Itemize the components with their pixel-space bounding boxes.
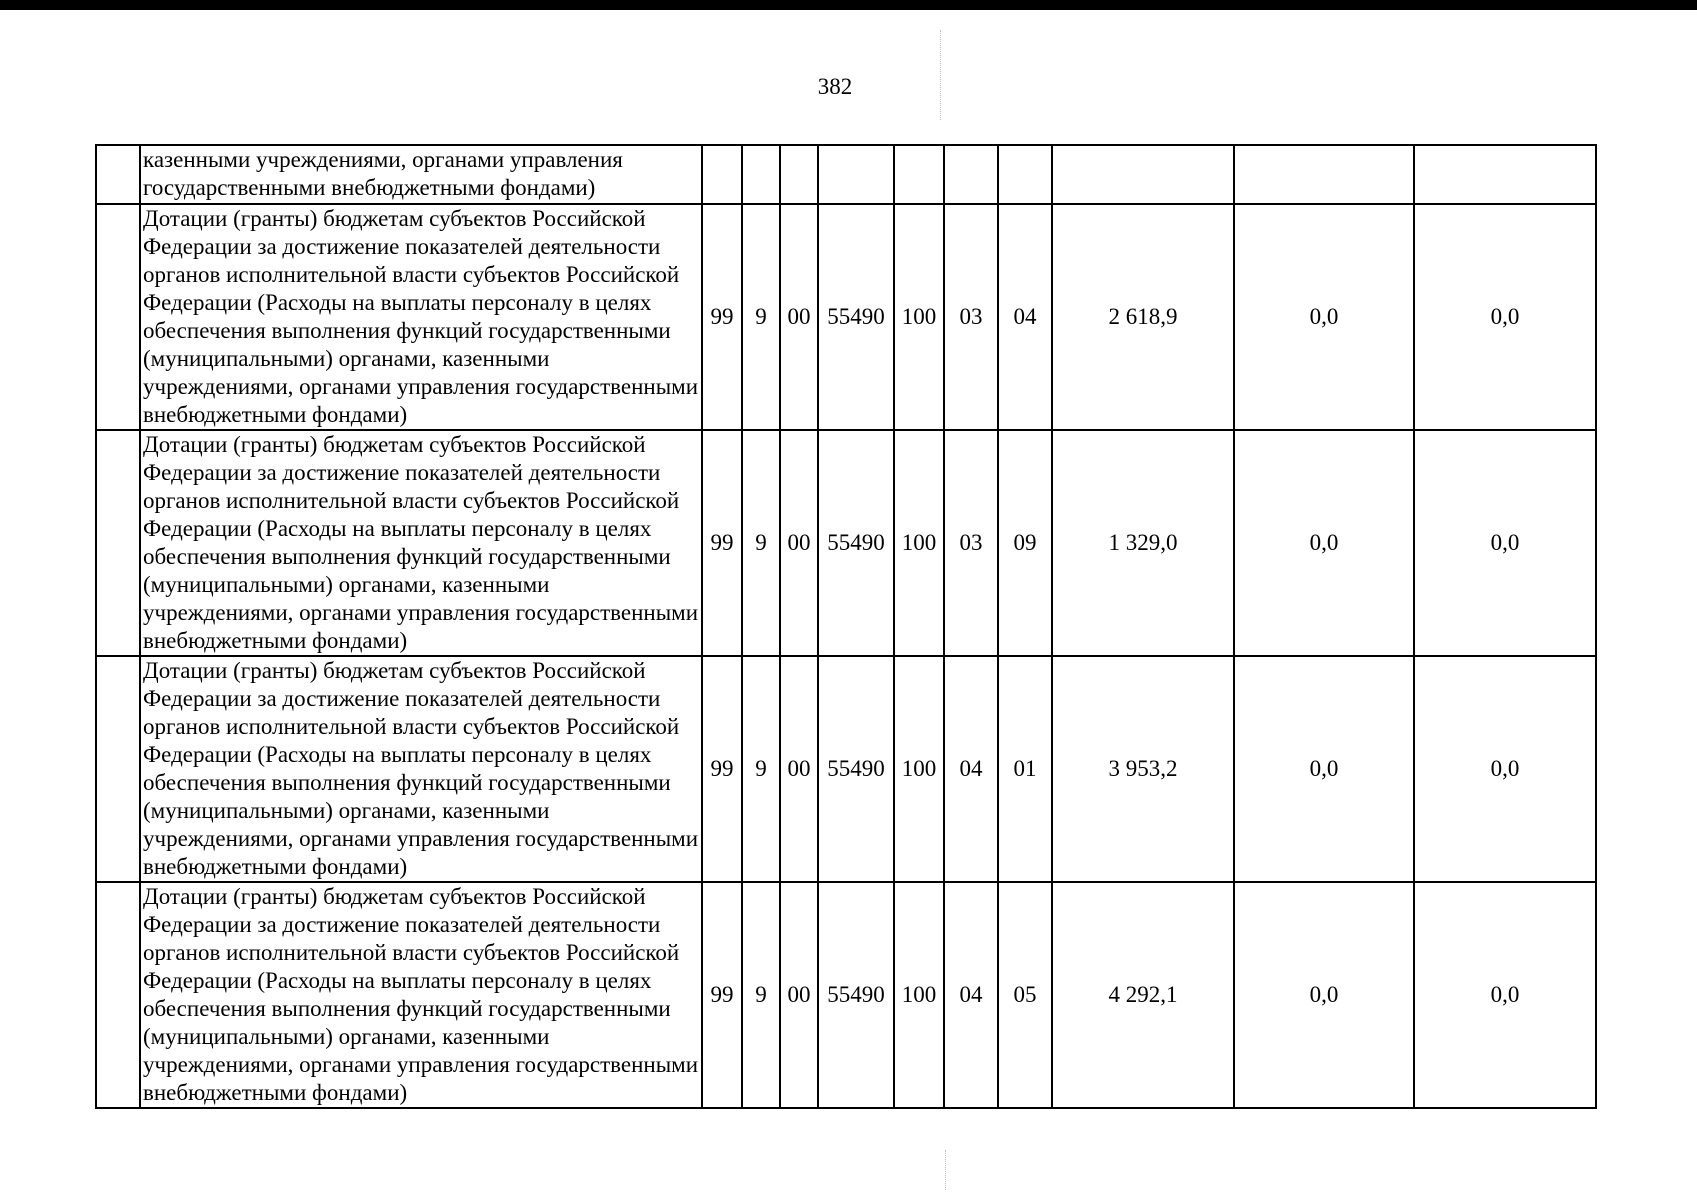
scan-top-border (0, 0, 1697, 10)
expense-type-cell: 100 (894, 882, 944, 1108)
row-number-cell (96, 430, 140, 656)
amount-year3-cell: 0,0 (1414, 882, 1596, 1108)
expense-type-cell: 100 (894, 204, 944, 430)
section-cell: 03 (944, 430, 998, 656)
amount-year2-cell (1234, 145, 1414, 204)
scan-fold-mark-bottom (945, 1150, 946, 1190)
page-number: 382 (817, 74, 853, 99)
row-description: Дотации (гранты) бюджетам субъектов Российской Федерации за достижение показателей деятельности органов исполнительной власти субъектов Российской Федерации (Расходы на выплаты персоналу в целях обеспечения выполнения функций государственными (муниципальными) органами, казенными учреждениями, органами управления государственными внебюджетными фондами) (140, 204, 702, 430)
group-cell (780, 145, 818, 204)
row-description: Дотации (гранты) бюджетам субъектов Российской Федерации за достижение показателей деятельности органов исполнительной власти субъектов Российской Федерации (Расходы на выплаты персоналу в целях обеспечения выполнения функций государственными (муниципальными) органами, казенными учреждениями, органами управления государственными внебюджетными фондами) (140, 882, 702, 1108)
subprogram-cell: 9 (742, 430, 780, 656)
table-row (96, 430, 1596, 656)
code-cell: 55490 (818, 656, 894, 882)
group-cell: 00 (780, 430, 818, 656)
expense-type-cell: 100 (894, 430, 944, 656)
group-cell: 00 (780, 882, 818, 1108)
subsection-cell: 04 (998, 204, 1052, 430)
program-cell: 99 (702, 204, 742, 430)
section-cell: 03 (944, 204, 998, 430)
table-row-continuation (96, 145, 1596, 204)
group-cell: 00 (780, 656, 818, 882)
row-description: Дотации (гранты) бюджетам субъектов Российской Федерации за достижение показателей деятельности органов исполнительной власти субъектов Российской Федерации (Расходы на выплаты персоналу в целях обеспечения выполнения функций государственными (муниципальными) органами, казенными учреждениями, органами управления государственными внебюджетными фондами) (140, 656, 702, 882)
amount-year3-cell (1414, 145, 1596, 204)
section-cell (944, 145, 998, 204)
code-cell (818, 145, 894, 204)
subprogram-cell: 9 (742, 882, 780, 1108)
section-cell: 04 (944, 656, 998, 882)
amount-year2-cell: 0,0 (1234, 656, 1414, 882)
code-cell: 55490 (818, 204, 894, 430)
amount-year1-cell: 3 953,2 (1052, 656, 1234, 882)
amount-year1-cell: 4 292,1 (1052, 882, 1234, 1108)
expense-type-cell (894, 145, 944, 204)
row-description: Дотации (гранты) бюджетам субъектов Российской Федерации за достижение показателей деятельности органов исполнительной власти субъектов Российской Федерации (Расходы на выплаты персоналу в целях обеспечения выполнения функций государственными (муниципальными) органами, казенными учреждениями, органами управления государственными внебюджетными фондами) (140, 430, 702, 656)
amount-year3-cell: 0,0 (1414, 430, 1596, 656)
table-row (96, 882, 1596, 1108)
subprogram-cell: 9 (742, 656, 780, 882)
program-cell: 99 (702, 656, 742, 882)
amount-year1-cell: 1 329,0 (1052, 430, 1234, 656)
program-cell: 99 (702, 882, 742, 1108)
code-cell: 55490 (818, 882, 894, 1108)
section-cell: 04 (944, 882, 998, 1108)
code-cell: 55490 (818, 430, 894, 656)
subprogram-cell (742, 145, 780, 204)
amount-year2-cell: 0,0 (1234, 204, 1414, 430)
table-row (96, 656, 1596, 882)
subsection-cell (998, 145, 1052, 204)
subsection-cell: 01 (998, 656, 1052, 882)
row-number-cell (96, 145, 140, 204)
amount-year1-cell (1052, 145, 1234, 204)
budget-table (95, 144, 1597, 1109)
subsection-cell: 09 (998, 430, 1052, 656)
row-number-cell (96, 882, 140, 1108)
amount-year2-cell: 0,0 (1234, 882, 1414, 1108)
program-cell: 99 (702, 430, 742, 656)
group-cell: 00 (780, 204, 818, 430)
subprogram-cell: 9 (742, 204, 780, 430)
table-row (96, 204, 1596, 430)
row-number-cell (96, 204, 140, 430)
row-number-cell (96, 656, 140, 882)
subsection-cell: 05 (998, 882, 1052, 1108)
amount-year3-cell: 0,0 (1414, 204, 1596, 430)
amount-year2-cell: 0,0 (1234, 430, 1414, 656)
expense-type-cell: 100 (894, 656, 944, 882)
amount-year3-cell: 0,0 (1414, 656, 1596, 882)
amount-year1-cell: 2 618,9 (1052, 204, 1234, 430)
row-description: казенными учреждениями, органами управления государственными внебюджетными фондами) (140, 145, 702, 204)
program-cell (702, 145, 742, 204)
